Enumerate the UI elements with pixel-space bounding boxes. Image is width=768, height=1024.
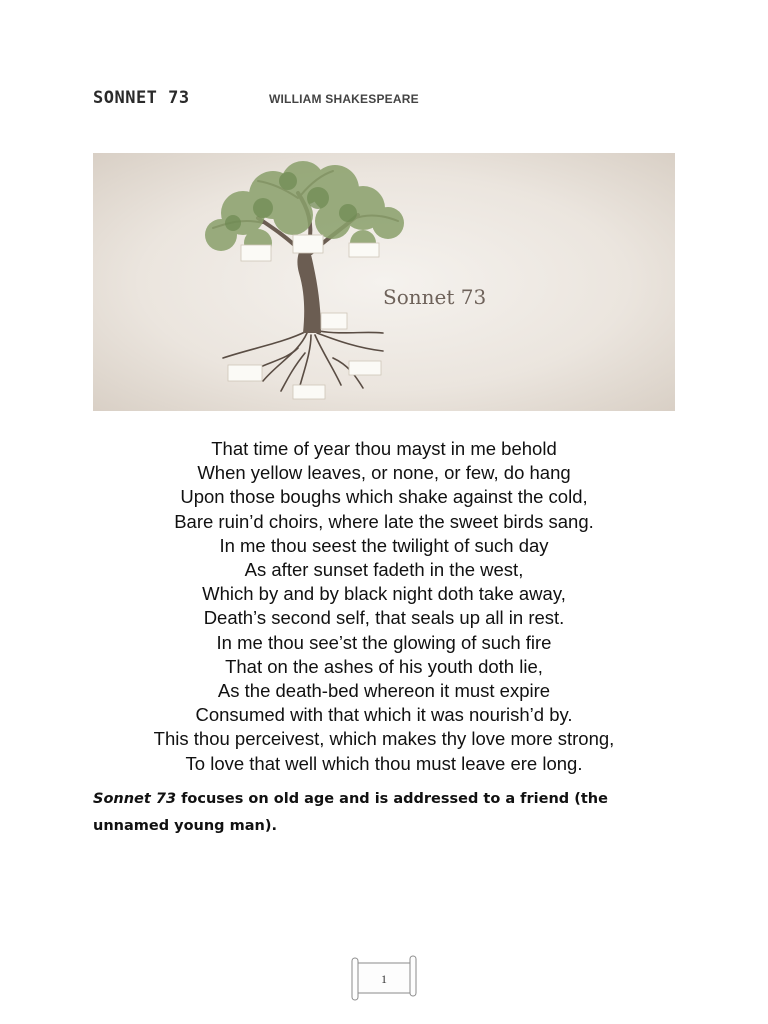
sonnet-banner-image (93, 153, 675, 411)
document-header (93, 88, 693, 114)
banner-title: Sonnet 73 (383, 285, 487, 309)
poem-line: In me thou see’st the glowing of such fire (216, 631, 552, 653)
poem-body (93, 437, 675, 776)
poem-line: Which by and by black night doth take away, (202, 583, 566, 605)
commentary-title: Sonnet 73 (93, 791, 177, 807)
page-number: 1 (381, 972, 387, 986)
poem-line: Bare ruin’d choirs, where late the sweet birds sang. (174, 510, 594, 532)
poem-line: Upon those boughs which shake against the cold, (180, 486, 588, 508)
poem-line: That time of year thou mayst in me behold (211, 438, 557, 459)
commentary-text: focuses on old age and is addressed to a friend (the unnamed young man). (93, 791, 608, 834)
commentary-paragraph (93, 786, 673, 840)
poem-line: In me thou seest the twilight of such day (219, 534, 549, 556)
poem-line: This thou perceivest, which makes thy love more strong, (153, 728, 615, 750)
poem-line: As the death-bed whereon it must expire (217, 680, 551, 702)
tree-illustration (93, 153, 675, 411)
poem-line: That on the ashes of his youth doth lie, (225, 655, 543, 677)
document-title: SONNET 73 (93, 88, 190, 108)
poem-line: To love that well which thou must leave ere long. (185, 752, 583, 774)
poem-line: As after sunset fadeth in the west, (244, 559, 524, 581)
poem-line: When yellow leaves, or none, or few, do hang (197, 462, 571, 484)
document-author: WILLIAM SHAKESPEARE (269, 92, 419, 106)
poem-line: Consumed with that which it was nourish’d by. (195, 704, 573, 726)
poem-line: Death’s second self, that seals up all in rest. (203, 607, 565, 629)
page-number-scroll (348, 955, 420, 1001)
